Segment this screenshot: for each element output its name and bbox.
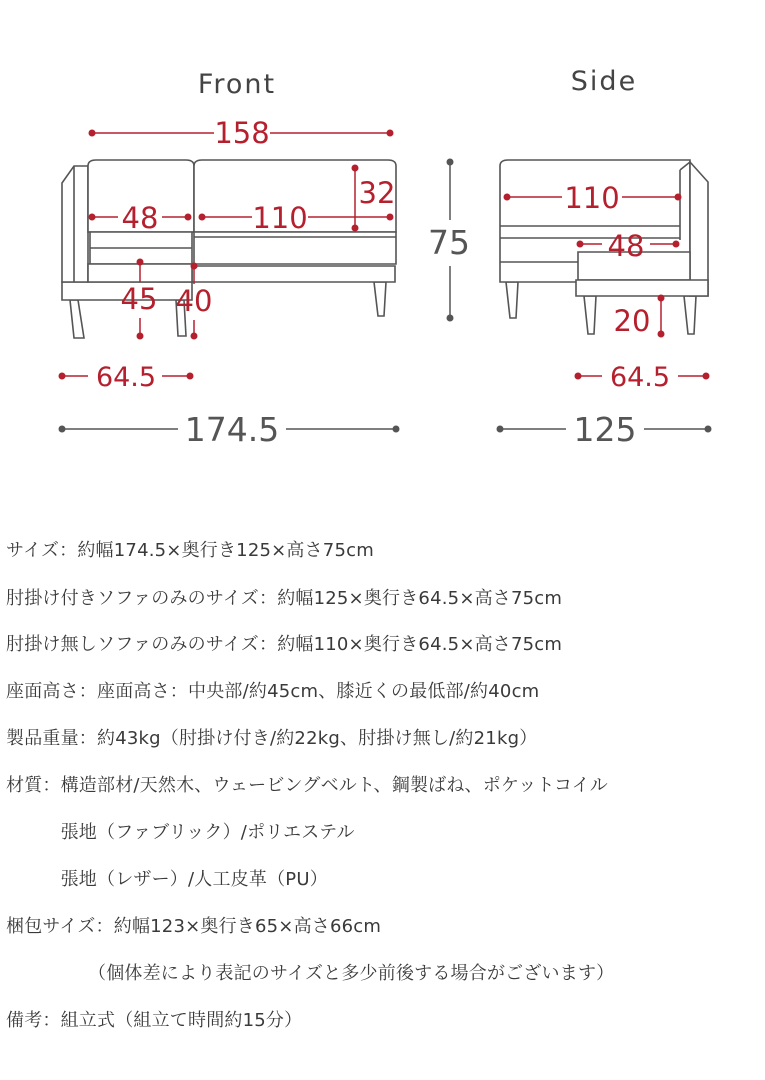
front-width-158-label: 158 <box>214 116 270 150</box>
spec-armless-sofa-size: 肘掛け無しソファのみのサイズ：約幅110×奥行き64.5×高さ75cm <box>6 634 563 655</box>
spec-material: 材質：構造部材/天然木、ウェービングベルト、鋼製ばね、ポケットコイル <box>6 775 609 796</box>
side-chaise-110-label: 110 <box>564 181 620 215</box>
side-seat-48-label: 48 <box>607 229 645 263</box>
front-seat-110-label: 110 <box>252 201 308 235</box>
front-total-width-174-5-label: 174.5 <box>184 410 280 449</box>
spec-size: サイズ：約幅174.5×奥行き125×高さ75cm <box>6 540 374 561</box>
front-sofa-drawing <box>62 160 396 338</box>
side-depth-64-5-label: 64.5 <box>609 362 671 393</box>
spec-material-leather: 張地（レザー）/人工皮革（PU） <box>6 869 328 890</box>
spec-seat-height: 座面高さ：座面高さ：中央部/約45cm、膝近くの最低部/約40cm <box>6 681 540 702</box>
spec-package-note: （個体差により表記のサイズと多少前後する場合がございます） <box>6 963 615 984</box>
spec-arm-sofa-size: 肘掛け付きソファのみのサイズ：約幅125×奥行き64.5×高さ75cm <box>6 588 563 609</box>
front-view-title: Front <box>197 69 277 100</box>
spec-material-fabric: 張地（ファブリック）/ポリエステル <box>6 822 355 843</box>
spec-remarks: 備考：組立式（組立て時間約15分） <box>6 1010 303 1031</box>
spec-weight: 製品重量：約43kg（肘掛け付き/約22kg、肘掛け無し/約21kg） <box>6 728 538 749</box>
front-height-75-label: 75 <box>428 223 470 262</box>
front-seat-height-45-label: 45 <box>120 282 158 316</box>
front-depth-64-5-label: 64.5 <box>95 362 157 393</box>
side-clearance-20-label: 20 <box>613 304 651 338</box>
dimension-diagram <box>0 0 765 500</box>
front-back-32-label: 32 <box>358 176 396 210</box>
side-view-title: Side <box>570 66 638 97</box>
side-total-depth-125-label: 125 <box>573 410 637 449</box>
front-seat-height-40-label: 40 <box>175 284 213 318</box>
spec-package-size: 梱包サイズ：約幅123×奥行き65×高さ66cm <box>6 916 382 937</box>
front-seat-48-label: 48 <box>121 201 159 235</box>
